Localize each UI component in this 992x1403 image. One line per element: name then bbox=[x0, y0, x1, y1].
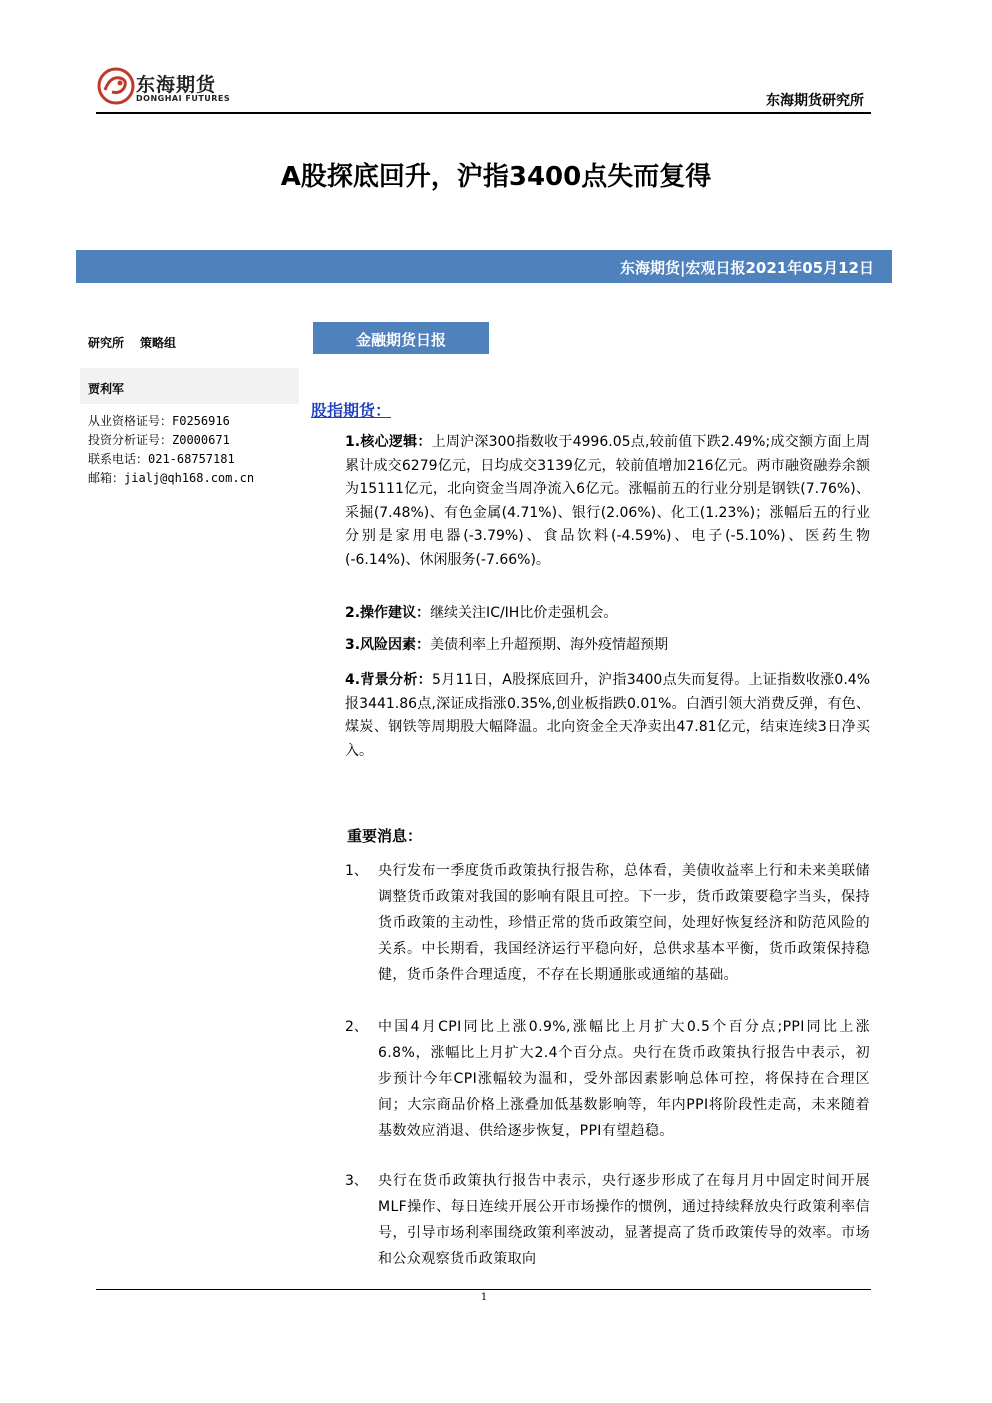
phone-number: 联系电话：021-68757181 bbox=[88, 452, 235, 466]
point-text: 美债利率上升超预期、海外疫情超预期 bbox=[430, 637, 669, 653]
news-text: 央行在货币政策执行报告中表示，央行逐步形成了在每月月中固定时间开展MLF操作、每日连续开展公开市场操作的惯例，通过持续释放央行政策利率信号，引导市场利率围绕政策利率波动，显著提高了货币政策传导的效率。市场和公众观察货币政策取向 bbox=[378, 1173, 870, 1267]
news-item bbox=[345, 1168, 870, 1272]
dragon-logo-icon bbox=[96, 66, 136, 106]
footer-divider bbox=[96, 1289, 871, 1290]
point-text: 继续关注IC/IH比价走强机会。 bbox=[430, 605, 618, 621]
point-label: 2.操作建议： bbox=[345, 605, 431, 621]
logo-text-cn: 东海期货 bbox=[136, 74, 217, 96]
sub-heading: 股指期货： bbox=[311, 401, 392, 420]
section-tab-label: 金融期货日报 bbox=[355, 331, 446, 349]
author-box bbox=[80, 368, 299, 404]
analyst-number: 投资分析证号：Z0000671 bbox=[88, 433, 230, 447]
news-number: 2、 bbox=[345, 1019, 368, 1035]
news-item bbox=[345, 858, 870, 988]
group-label: 策略组 bbox=[140, 336, 177, 350]
banner-text: 东海期货|宏观日报2021年05月12日 bbox=[620, 259, 874, 277]
team-label bbox=[88, 334, 192, 351]
point-risk bbox=[345, 634, 870, 658]
point-label: 4.背景分析： bbox=[345, 672, 432, 688]
point-core-logic bbox=[345, 431, 870, 572]
news-text: 央行发布一季度货币政策执行报告称，总体看，美债收益率上行和未来美联储调整货币政策对我国的影响有限且可控。下一步，货币政策要稳字当头，保持货币政策的主动性，珍惜正常的货币政策空间，处理好恢复经济和防范风险的关系。中长期看，我国经济运行平稳向好，总供求基本平衡，货币政策保持稳健，货币条件合理适度，不存在长期通胀或通缩的基础。 bbox=[378, 863, 870, 983]
dept-label: 研究所 bbox=[88, 336, 125, 350]
report-title: A股探底回升，沪指3400点失而复得 bbox=[280, 162, 712, 192]
logo-text-en: DONGHAI FUTURES bbox=[136, 94, 231, 103]
page-number: 1 bbox=[480, 1292, 488, 1303]
news-number: 3、 bbox=[345, 1173, 368, 1189]
qualification-number: 从业资格证号：F0256916 bbox=[88, 414, 230, 428]
report-banner bbox=[76, 250, 892, 283]
news-item bbox=[345, 1014, 870, 1144]
company-logo bbox=[96, 66, 236, 110]
point-label: 3.风险因素： bbox=[345, 637, 431, 653]
news-text: 中国4月CPI同比上涨0.9%,涨幅比上月扩大0.5个百分点;PPI同比上涨6.8%，涨幅比上月扩大2.4个百分点。央行在货币政策执行报告中表示，初步预计今年CPI涨幅较为温和，受外部因素影响总体可控，将保持在合理区间；大宗商品价格上涨叠加低基数影响等，年内PPI将阶段性走高，未来随着基数效应消退、供给逐步恢复，PPI有望趋稳。 bbox=[378, 1019, 870, 1139]
author-contact-info bbox=[88, 412, 254, 488]
institute-name: 东海期货研究所 bbox=[766, 93, 864, 109]
email-address: 邮箱：jialj@qh168.com.cn bbox=[88, 471, 255, 485]
point-text: 上周沪深300指数收于4996.05点,较前值下跌2.49%;成交额方面上周累计成交6279亿元，日均成交3139亿元，较前值增加216亿元。两市融资融券余额为15111亿元，北向资金当周净流入6亿元。涨幅前五的行业分别是钢铁(7.76%)、采掘(7.48%)、有色金属(4.71%)、银行(2.06%)、化工(1.23%)；涨幅后五的行业分别是家用电器(-3.79%)、食品饮料(-4.59%)、电子(-5.10%)、医药生物(-6.14%)、休闲服务(-7.66%)。 bbox=[345, 434, 870, 568]
point-background bbox=[345, 669, 870, 763]
point-label: 1.核心逻辑： bbox=[345, 434, 432, 450]
header-divider bbox=[96, 112, 871, 114]
point-text: 5月11日，A股探底回升，沪指3400点失而复得。上证指数收涨0.4%报3441.86点,深证成指涨0.35%,创业板指跌0.01%。白酒引领大消费反弹，有色、煤炭、钢铁等周期股大幅降温。北向资金全天净卖出47.81亿元，结束连续3日净买入。 bbox=[345, 672, 871, 759]
section-tab bbox=[313, 322, 489, 354]
author-name: 贾利军 bbox=[88, 382, 125, 396]
news-number: 1、 bbox=[345, 863, 368, 879]
news-heading: 重要消息： bbox=[347, 827, 423, 845]
point-operation bbox=[345, 602, 870, 626]
